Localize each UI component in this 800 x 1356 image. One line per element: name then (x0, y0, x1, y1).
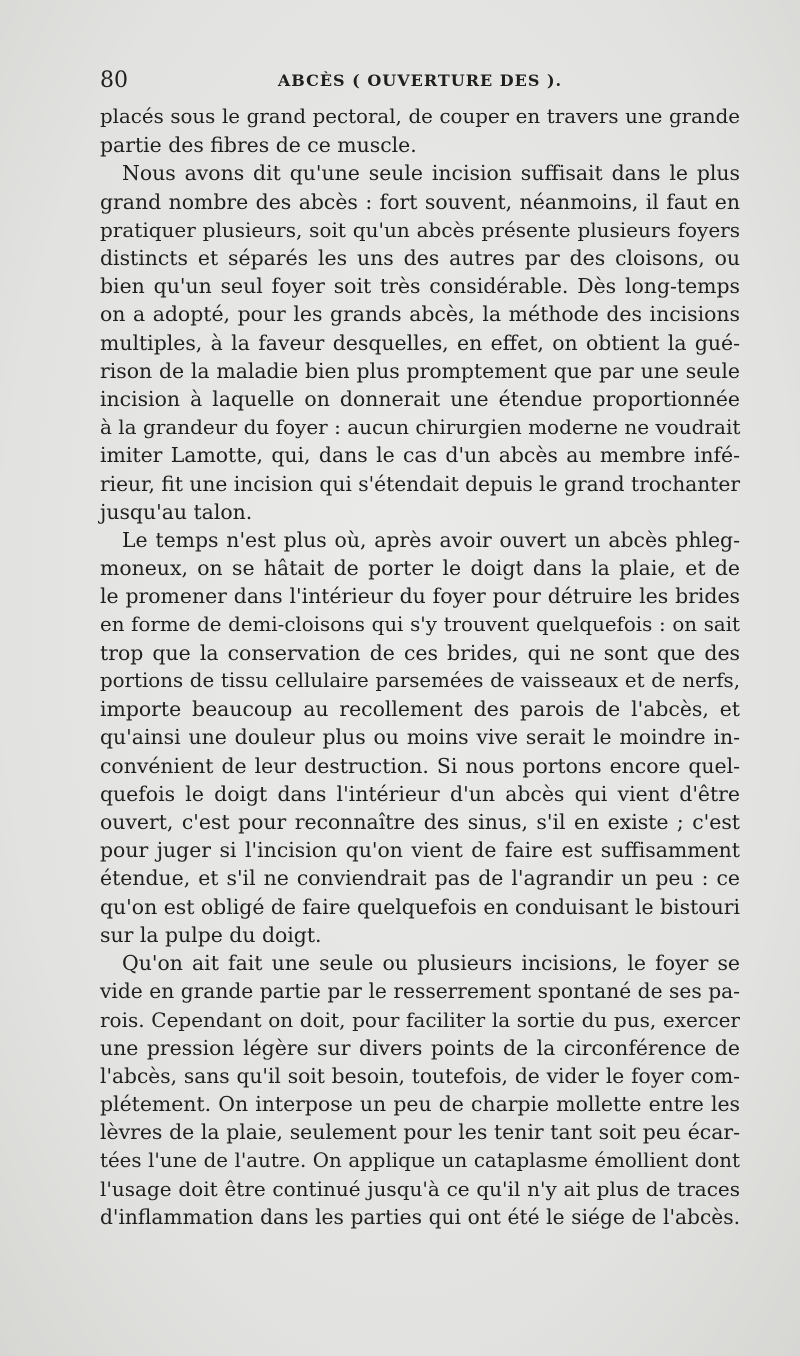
text-line: portions de tissu cellulaire parsemées de vaisseaux et de nerfs, (100, 669, 740, 693)
text-line: vide en grande partie par le resserrement spontané de ses pa- (100, 979, 740, 1004)
text-line: étendue, et s'il ne conviendrait pas de l'agrandir un peu : ce (100, 866, 740, 891)
page-number: 80 (100, 68, 128, 93)
text-line: l'usage doit être continué jusqu'à ce qu'il n'y ait plus de traces (100, 1176, 740, 1201)
text-line: ouvert, c'est pour reconnaître des sinus, s'il en existe ; c'est (100, 810, 740, 835)
page-header (100, 66, 740, 96)
text-line: imiter Lamotte, qui, dans le cas d'un abcès au membre infé- (100, 443, 740, 468)
text-line: pour juger si l'incision qu'on vient de faire est suffisamment (100, 838, 740, 863)
text-line: importe beaucoup au recollement des parois de l'abcès, et (100, 697, 740, 722)
text-line: bien qu'un seul foyer soit très considérable. Dès long-temps (100, 274, 740, 299)
text-line: trop que la conservation de ces brides, qui ne sont que des (100, 640, 740, 665)
text-line: en forme de demi-cloisons qui s'y trouvent quelquefois : on sait (100, 612, 740, 636)
running-title: ABCÈS ( OUVERTURE DES ). (277, 71, 563, 90)
paragraph (100, 526, 740, 949)
text-line: l'abcès, sans qu'il soit besoin, toutefois, de vider le foyer com- (100, 1063, 740, 1088)
text-line: qu'ainsi une douleur plus ou moins vive serait le moindre in- (100, 725, 740, 750)
text-line: pratiquer plusieurs, soit qu'un abcès présente plusieurs foyers (100, 217, 740, 242)
text-line: rois. Cependant on doit, pour faciliter la sortie du pus, exercer (100, 1007, 740, 1032)
text-line: le promener dans l'intérieur du foyer pour détruire les brides (100, 584, 740, 609)
text-line: multiples, à la faveur desquelles, en effet, on obtient la gué- (100, 330, 740, 355)
text-line: une pression légère sur divers points de la circonférence de (100, 1035, 740, 1060)
text-line: Le temps n'est plus où, après avoir ouvert un abcès phleg- (122, 528, 740, 553)
text-line: distincts et séparés les uns des autres par des cloisons, ou (100, 246, 740, 271)
paragraph (100, 949, 740, 1231)
text-line: rieur, fit une incision qui s'étendait depuis le grand trochanter (100, 471, 740, 496)
text-line: placés sous le grand pectoral, de couper en travers une grande (100, 105, 740, 128)
text-line: Qu'on ait fait une seule ou plusieurs incisions, le foyer se (122, 951, 740, 976)
text-line: grand nombre des abcès : fort souvent, néanmoins, il faut en (100, 189, 740, 214)
text-line: à la grandeur du foyer : aucun chirurgien moderne ne voudrait (100, 415, 741, 440)
text-line: lèvres de la plaie, seulement pour les tenir tant soit peu écar- (100, 1120, 740, 1145)
text-line: sur la pulpe du doigt. (100, 922, 322, 947)
text-line: quefois le doigt dans l'intérieur d'un abcès qui vient d'être (100, 781, 740, 806)
text-line: qu'on est obligé de faire quelquefois en conduisant le bistouri (100, 894, 740, 919)
text-line: moneux, on se hâtait de porter le doigt dans la plaie, et de (100, 556, 740, 581)
text-line: rison de la maladie bien plus promptement que par une seule (100, 358, 740, 383)
text-line: on a adopté, pour les grands abcès, la méthode des incisions (100, 302, 740, 327)
body-text (100, 103, 740, 1231)
text-line: partie des fibres de ce muscle. (100, 133, 417, 158)
text-line: d'inflammation dans les parties qui ont été le siége de l'abcès. (100, 1204, 740, 1229)
text-line: jusqu'au talon. (100, 499, 253, 524)
text-line: Nous avons dit qu'une seule incision suffisait dans le plus (122, 161, 740, 186)
text-line: incision à laquelle on donnerait une étendue proportionnée (100, 387, 740, 412)
text-line: tées l'une de l'autre. On applique un cataplasme émollient dont (100, 1148, 740, 1172)
paragraph (100, 159, 740, 526)
text-line: plétement. On interpose un peu de charpie mollette entre les (100, 1092, 740, 1117)
text-line: convénient de leur destruction. Si nous portons encore quel- (100, 753, 740, 778)
paragraph (100, 103, 740, 159)
